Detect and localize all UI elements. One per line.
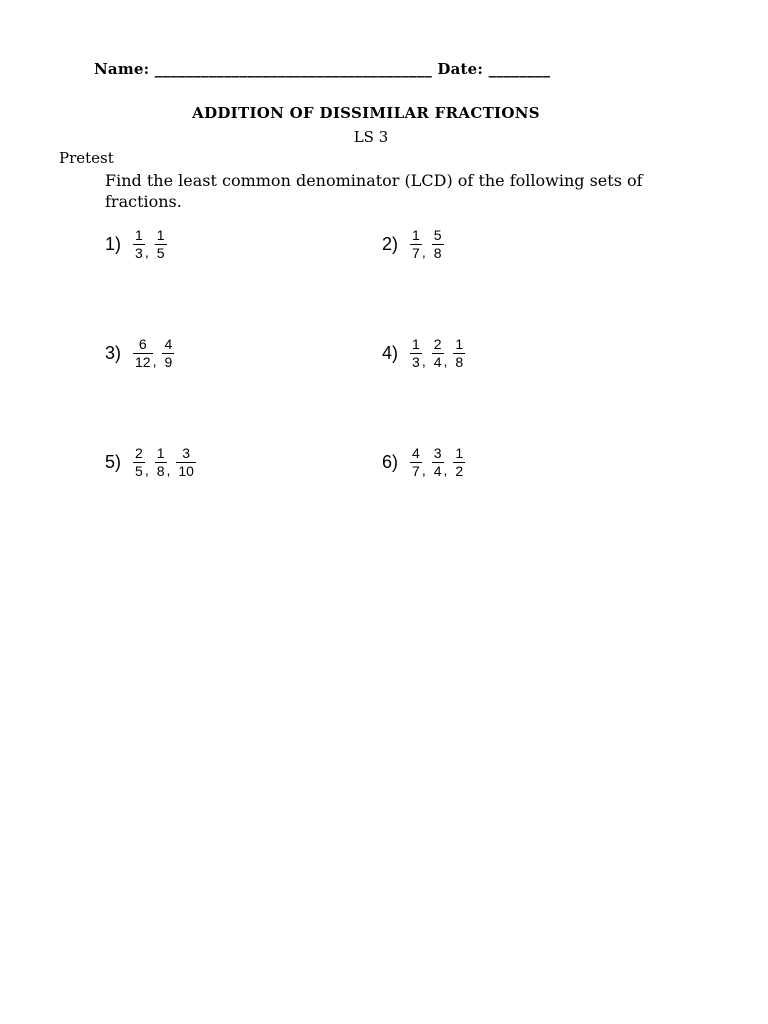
separator: ,: [443, 462, 448, 478]
separator: ,: [421, 353, 426, 369]
problem-number: 1): [105, 234, 122, 254]
problem-6: [382, 446, 467, 479]
problem-number: 3): [105, 343, 122, 363]
separator: ,: [152, 353, 157, 369]
fraction-item: [133, 228, 153, 261]
numerator: 2: [433, 336, 442, 352]
denominator: 7: [412, 245, 420, 261]
problem-5: [105, 446, 198, 479]
separator: ,: [144, 244, 149, 260]
fraction: [453, 337, 465, 370]
problem-number: 6): [382, 452, 399, 472]
problem-1: [105, 228, 169, 261]
denominator: 5: [156, 245, 165, 261]
numerator: 4: [412, 445, 420, 461]
denominator: 10: [178, 463, 194, 479]
instructions: Find the least common denominator (LCD) of the following sets of fractions.: [105, 171, 643, 211]
denominator: 5: [135, 463, 143, 479]
fraction: [133, 228, 145, 261]
numerator: 1: [156, 445, 165, 461]
denominator: 9: [164, 354, 173, 370]
numerator: 5: [433, 227, 442, 243]
denominator: 8: [433, 245, 442, 261]
fraction-item: [453, 446, 465, 479]
numerator: 1: [455, 445, 464, 461]
fraction: [133, 446, 145, 479]
fraction-item: [155, 228, 167, 261]
denominator: 7: [412, 463, 420, 479]
problem-number: 2): [382, 234, 399, 254]
fraction-item: [453, 337, 465, 370]
fraction: [162, 337, 174, 370]
numerator: 3: [182, 445, 191, 461]
denominator: 2: [455, 463, 464, 479]
separator: ,: [421, 462, 426, 478]
fraction-item: [155, 446, 175, 479]
numerator: 1: [412, 336, 420, 352]
separator: ,: [421, 244, 426, 260]
fraction: [176, 446, 196, 479]
fraction: [133, 337, 153, 370]
denominator: 4: [433, 463, 442, 479]
fraction-item: [432, 337, 452, 370]
fraction: [155, 228, 167, 261]
problem-number: 4): [382, 343, 399, 363]
section-label: Pretest: [59, 149, 114, 167]
denominator: 8: [156, 463, 165, 479]
name-date-line: Name: ____________________________________ Date: ________: [94, 60, 551, 78]
fraction: [410, 446, 422, 479]
separator: ,: [443, 353, 448, 369]
fraction: [410, 337, 422, 370]
fraction-item: [162, 337, 174, 370]
fraction-item: [410, 446, 430, 479]
separator: ,: [144, 462, 149, 478]
fraction-item: [133, 337, 160, 370]
problem-number: 5): [105, 452, 122, 472]
numerator: 3: [433, 445, 442, 461]
numerator: 1: [412, 227, 420, 243]
numerator: 1: [135, 227, 143, 243]
problem-4: [382, 337, 467, 370]
numerator: 4: [164, 336, 173, 352]
fraction-item: [432, 446, 452, 479]
numerator: 1: [156, 227, 165, 243]
numerator: 1: [455, 336, 464, 352]
denominator: 3: [412, 354, 420, 370]
denominator: 12: [135, 354, 151, 370]
denominator: 4: [433, 354, 442, 370]
fraction: [432, 337, 444, 370]
fraction: [432, 228, 444, 261]
numerator: 6: [138, 336, 147, 352]
fraction-item: [133, 446, 153, 479]
fraction-item: [410, 337, 430, 370]
numerator: 2: [135, 445, 143, 461]
fraction: [155, 446, 167, 479]
fraction-item: [410, 228, 430, 261]
fraction: [453, 446, 465, 479]
problem-3: [105, 337, 176, 370]
problem-2: [382, 228, 446, 261]
denominator: 8: [455, 354, 464, 370]
fraction-item: [176, 446, 196, 479]
worksheet-subtitle: LS 3: [353, 128, 389, 146]
fraction: [432, 446, 444, 479]
separator: ,: [166, 462, 171, 478]
fraction: [410, 228, 422, 261]
worksheet-title: ADDITION OF DISSIMILAR FRACTIONS: [192, 104, 540, 122]
fraction-item: [432, 228, 444, 261]
denominator: 3: [135, 245, 143, 261]
